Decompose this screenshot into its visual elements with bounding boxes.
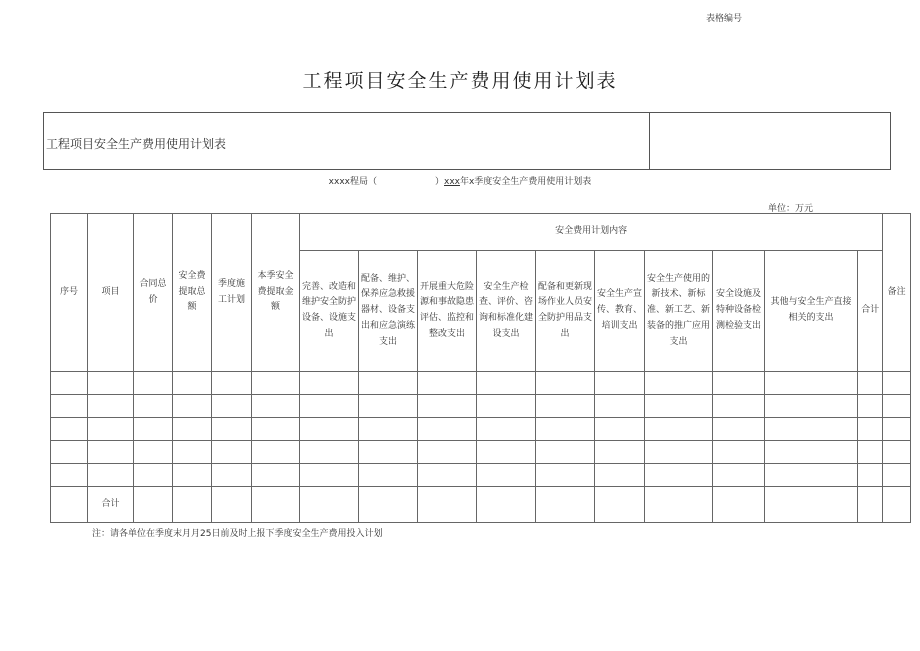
table-cell[interactable]	[645, 418, 713, 441]
table-cell[interactable]	[765, 418, 858, 441]
table-cell[interactable]	[765, 487, 858, 523]
table-cell[interactable]	[713, 395, 765, 418]
table-cell[interactable]	[536, 372, 595, 395]
col-extract-total: 安全费提取总额	[173, 214, 212, 372]
table-cell[interactable]	[134, 372, 173, 395]
table-cell[interactable]	[595, 441, 645, 464]
table-cell[interactable]	[173, 487, 212, 523]
table-cell[interactable]	[212, 395, 252, 418]
table-cell[interactable]	[51, 464, 88, 487]
table-cell[interactable]	[883, 418, 911, 441]
table-cell[interactable]	[212, 441, 252, 464]
table-cell[interactable]	[595, 418, 645, 441]
table-cell[interactable]	[173, 372, 212, 395]
table-cell[interactable]	[595, 372, 645, 395]
table-cell[interactable]	[477, 372, 536, 395]
table-cell[interactable]	[883, 441, 911, 464]
col-quarter-plan: 季度施工计划	[212, 214, 252, 372]
table-cell[interactable]	[645, 487, 713, 523]
table-cell[interactable]	[418, 487, 477, 523]
table-cell[interactable]	[477, 418, 536, 441]
table-cell[interactable]	[477, 464, 536, 487]
table-cell[interactable]	[252, 395, 300, 418]
table-cell[interactable]	[713, 487, 765, 523]
table-cell[interactable]	[134, 487, 173, 523]
table-cell[interactable]	[858, 418, 883, 441]
table-cell[interactable]	[212, 372, 252, 395]
table-cell[interactable]	[300, 395, 359, 418]
table-cell[interactable]	[212, 464, 252, 487]
table-cell[interactable]	[252, 418, 300, 441]
sub-col-2: 配备、维护、保养应急救援器材、设备支出和应急演练支出	[359, 251, 418, 372]
table-cell[interactable]	[134, 441, 173, 464]
table-cell[interactable]	[858, 395, 883, 418]
total-row	[51, 487, 911, 523]
plan-table	[50, 213, 911, 523]
table-row	[51, 464, 911, 487]
table-cell[interactable]	[883, 395, 911, 418]
col-contract: 合同总价	[134, 214, 173, 372]
table-cell[interactable]	[212, 487, 252, 523]
table-cell[interactable]	[595, 395, 645, 418]
table-cell[interactable]	[418, 395, 477, 418]
table-cell[interactable]	[51, 372, 88, 395]
table-cell[interactable]	[645, 395, 713, 418]
table-cell[interactable]	[359, 441, 418, 464]
table-cell[interactable]	[858, 372, 883, 395]
subtitle-underlined: xxx	[444, 177, 460, 187]
table-cell[interactable]	[300, 441, 359, 464]
col-seq: 序号	[51, 214, 88, 372]
col-remarks: 备注	[883, 214, 911, 372]
table-row	[51, 372, 911, 395]
table-cell[interactable]	[173, 395, 212, 418]
table-cell[interactable]	[252, 372, 300, 395]
table-cell[interactable]	[883, 487, 911, 523]
table-cell[interactable]	[645, 441, 713, 464]
table-cell[interactable]	[88, 464, 134, 487]
table-cell[interactable]	[418, 372, 477, 395]
table-cell[interactable]	[765, 441, 858, 464]
table-cell[interactable]	[477, 487, 536, 523]
table-cell[interactable]	[212, 418, 252, 441]
table-cell[interactable]	[300, 464, 359, 487]
header-left-cell	[44, 113, 650, 169]
col-item: 项目	[88, 214, 134, 372]
table-cell[interactable]	[134, 395, 173, 418]
table-cell[interactable]	[252, 441, 300, 464]
group-header: 安全费用计划内容	[300, 214, 883, 251]
sub-col-6: 安全生产宣传、教育、培训支出	[595, 251, 645, 372]
table-cell[interactable]	[858, 464, 883, 487]
table-cell[interactable]	[300, 487, 359, 523]
table-cell[interactable]	[173, 464, 212, 487]
table-cell[interactable]	[765, 395, 858, 418]
table-cell[interactable]	[858, 487, 883, 523]
table-cell[interactable]	[359, 395, 418, 418]
table-cell[interactable]	[88, 395, 134, 418]
form-number-label: 表格编号	[706, 14, 743, 24]
table-row	[51, 395, 911, 418]
subtitle-suffix: 年x季度安全生产费用使用计划表	[459, 177, 592, 187]
table-cell[interactable]	[173, 441, 212, 464]
table-cell[interactable]	[883, 372, 911, 395]
table-cell[interactable]	[88, 372, 134, 395]
unit-label: 单位：万元	[768, 204, 814, 214]
table-cell[interactable]	[858, 441, 883, 464]
table-cell[interactable]	[713, 441, 765, 464]
table-cell[interactable]	[645, 372, 713, 395]
table-cell[interactable]	[359, 464, 418, 487]
table-cell[interactable]	[252, 487, 300, 523]
sub-col-1: 完善、改造和维护安全防护设备、设施支出	[300, 251, 359, 372]
table-cell[interactable]	[765, 372, 858, 395]
table-cell[interactable]	[418, 464, 477, 487]
table-cell[interactable]	[88, 441, 134, 464]
header-box	[43, 112, 891, 170]
table-cell[interactable]	[134, 418, 173, 441]
table-cell[interactable]	[359, 372, 418, 395]
sub-col-7: 安全生产使用的新技术、新标准、新工艺、新装备的推广应用支出	[645, 251, 713, 372]
table-cell[interactable]	[477, 395, 536, 418]
footnote: 注：请各单位在季度末月月25日前及时上报下季度安全生产费用投入计划	[92, 529, 383, 539]
sub-col-9: 其他与安全生产直接相关的支出	[765, 251, 858, 372]
table-row	[51, 441, 911, 464]
subtitle-prefix: xxxx程局（	[328, 177, 377, 187]
table-cell[interactable]	[536, 487, 595, 523]
table-subtitle	[0, 174, 920, 187]
table-cell[interactable]	[883, 464, 911, 487]
table-cell[interactable]	[51, 487, 88, 523]
sub-col-8: 安全设施及特种设备检测检验支出	[713, 251, 765, 372]
page-title: 工程项目安全生产费用使用计划表	[302, 70, 618, 92]
table-cell[interactable]	[713, 464, 765, 487]
table-cell[interactable]	[88, 418, 134, 441]
sub-col-5: 配备和更新现场作业人员安全防护用品支出	[536, 251, 595, 372]
table-cell[interactable]	[536, 441, 595, 464]
table-header-row	[51, 214, 911, 251]
table-cell[interactable]	[134, 464, 173, 487]
table-cell[interactable]	[713, 418, 765, 441]
table-cell[interactable]	[595, 464, 645, 487]
table-cell[interactable]	[477, 441, 536, 464]
table-cell[interactable]	[51, 395, 88, 418]
table-cell[interactable]	[418, 418, 477, 441]
table-cell[interactable]	[300, 372, 359, 395]
table-cell[interactable]	[300, 418, 359, 441]
table-cell[interactable]	[359, 487, 418, 523]
total-label: 合计	[88, 487, 134, 523]
table-cell[interactable]	[645, 464, 713, 487]
table-cell[interactable]	[595, 487, 645, 523]
table-row	[51, 418, 911, 441]
table-cell[interactable]	[536, 418, 595, 441]
sub-col-4: 安全生产检查、评价、咨询和标准化建设支出	[477, 251, 536, 372]
table-cell[interactable]	[713, 372, 765, 395]
subtitle-middle: ）	[434, 177, 444, 187]
table-cell[interactable]	[536, 464, 595, 487]
table-cell[interactable]	[359, 418, 418, 441]
table-cell[interactable]	[418, 441, 477, 464]
sub-col-subtotal: 合计	[858, 251, 883, 372]
table-cell[interactable]	[173, 418, 212, 441]
table-cell[interactable]	[536, 395, 595, 418]
table-cell[interactable]	[51, 441, 88, 464]
table-cell[interactable]	[51, 418, 88, 441]
sub-col-3: 开展重大危险源和事故隐患评估、监控和整改支出	[418, 251, 477, 372]
table-cell[interactable]	[252, 464, 300, 487]
header-left-text: 工程项目安全生产费用使用计划表	[46, 137, 227, 151]
table-cell[interactable]	[765, 464, 858, 487]
col-quarter-extract: 本季安全费提取金额	[252, 214, 300, 372]
